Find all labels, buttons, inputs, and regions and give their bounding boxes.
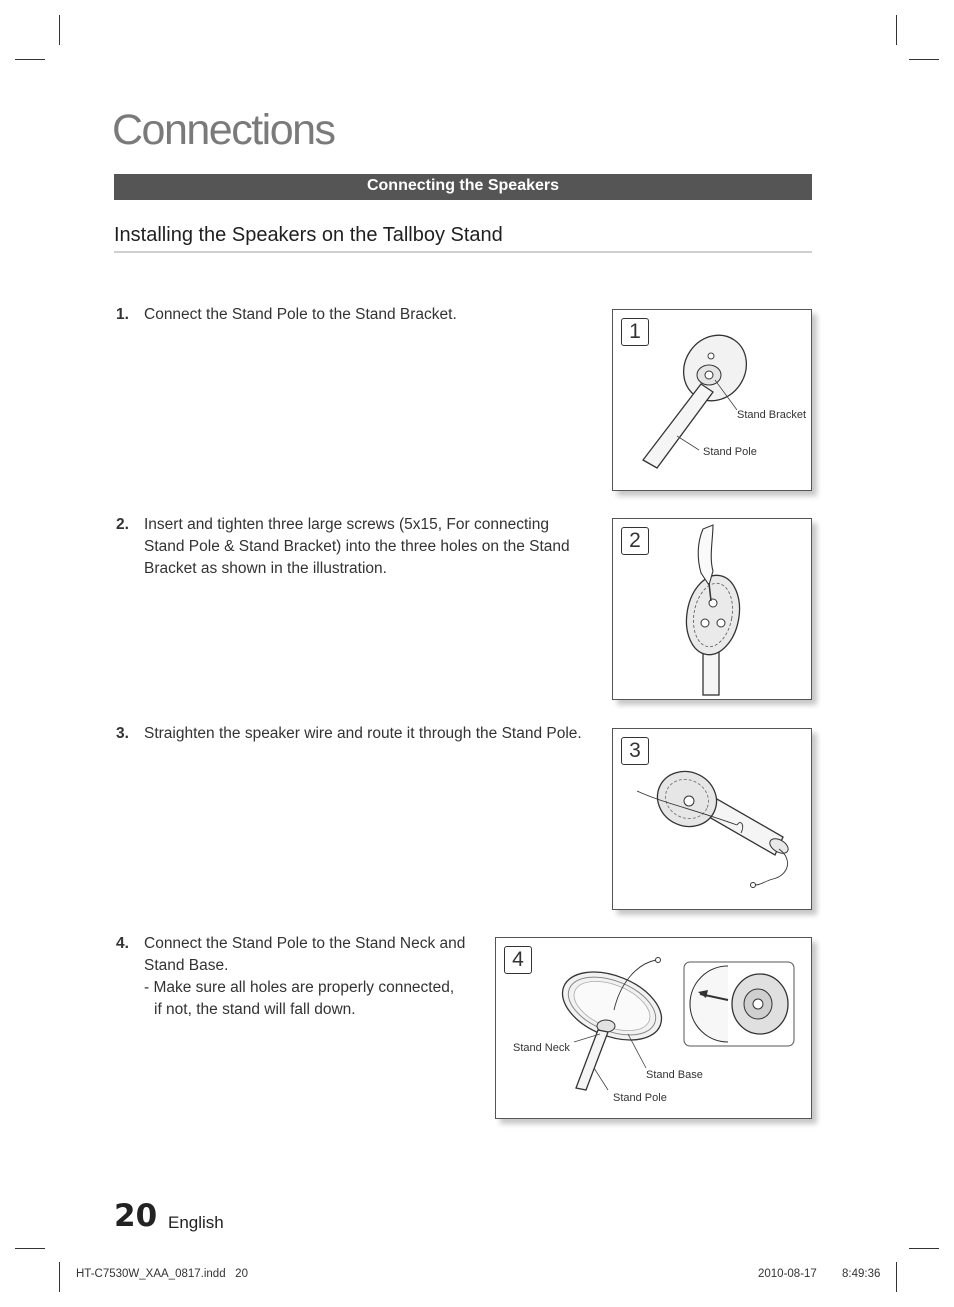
step-number: 4. bbox=[116, 935, 129, 952]
sub-heading: Installing the Speakers on the Tallboy Stand bbox=[114, 224, 812, 253]
figure-2 bbox=[612, 518, 812, 700]
label-stand-bracket: Stand Bracket bbox=[737, 409, 807, 421]
figure-badge: 4 bbox=[504, 946, 532, 974]
crop-mark bbox=[15, 1248, 45, 1249]
chapter-title: Connections bbox=[112, 106, 335, 154]
stand-base-illustration bbox=[496, 938, 811, 1118]
section-bar: Connecting the Speakers bbox=[114, 174, 812, 200]
figure-3 bbox=[612, 728, 812, 910]
wire-routing-illustration bbox=[613, 729, 811, 909]
slug-date: 2010-08-17 bbox=[758, 1268, 817, 1280]
step-text bbox=[144, 933, 474, 1021]
label-stand-pole: Stand Pole bbox=[703, 446, 757, 458]
step-text: Connect the Stand Pole to the Stand Bracket. bbox=[144, 306, 457, 323]
crop-mark bbox=[15, 59, 45, 60]
step-number: 3. bbox=[116, 725, 129, 742]
step-main-text: Connect the Stand Pole to the Stand Neck and Stand Base. bbox=[144, 935, 466, 974]
screw-tightening-illustration bbox=[613, 519, 811, 699]
slug-file-name: HT-C7530W_XAA_0817.indd 20 bbox=[76, 1268, 248, 1280]
slug-time: 8:49:36 bbox=[842, 1268, 881, 1280]
figure-badge: 2 bbox=[621, 527, 649, 555]
step-text: Straighten the speaker wire and route it through the Stand Pole. bbox=[144, 725, 582, 742]
figure-badge: 1 bbox=[621, 318, 649, 346]
label-stand-neck: Stand Neck bbox=[513, 1042, 570, 1054]
crop-mark bbox=[59, 15, 60, 45]
crop-mark bbox=[896, 15, 897, 45]
page-number: 20 bbox=[114, 1198, 158, 1234]
figure-1 bbox=[612, 309, 812, 491]
label-stand-base: Stand Base bbox=[646, 1069, 703, 1081]
crop-mark bbox=[896, 1262, 897, 1292]
step-number: 1. bbox=[116, 306, 129, 323]
label-stand-pole: Stand Pole bbox=[613, 1092, 667, 1104]
step-number: 2. bbox=[116, 516, 129, 533]
page-language: English bbox=[168, 1213, 224, 1232]
step-text: Insert and tighten three large screws (5x15, For connecting Stand Pole & Stand Bracket) into the three holes on the Stand Bracket as shown in the illustration. bbox=[144, 516, 570, 577]
crop-mark bbox=[909, 59, 939, 60]
crop-mark bbox=[909, 1248, 939, 1249]
stand-bracket-illustration bbox=[613, 310, 811, 490]
step-note: - Make sure all holes are properly connected, if not, the stand will fall down. bbox=[144, 979, 455, 1018]
figure-4 bbox=[495, 937, 812, 1119]
crop-mark bbox=[59, 1262, 60, 1292]
figure-badge: 3 bbox=[621, 737, 649, 765]
